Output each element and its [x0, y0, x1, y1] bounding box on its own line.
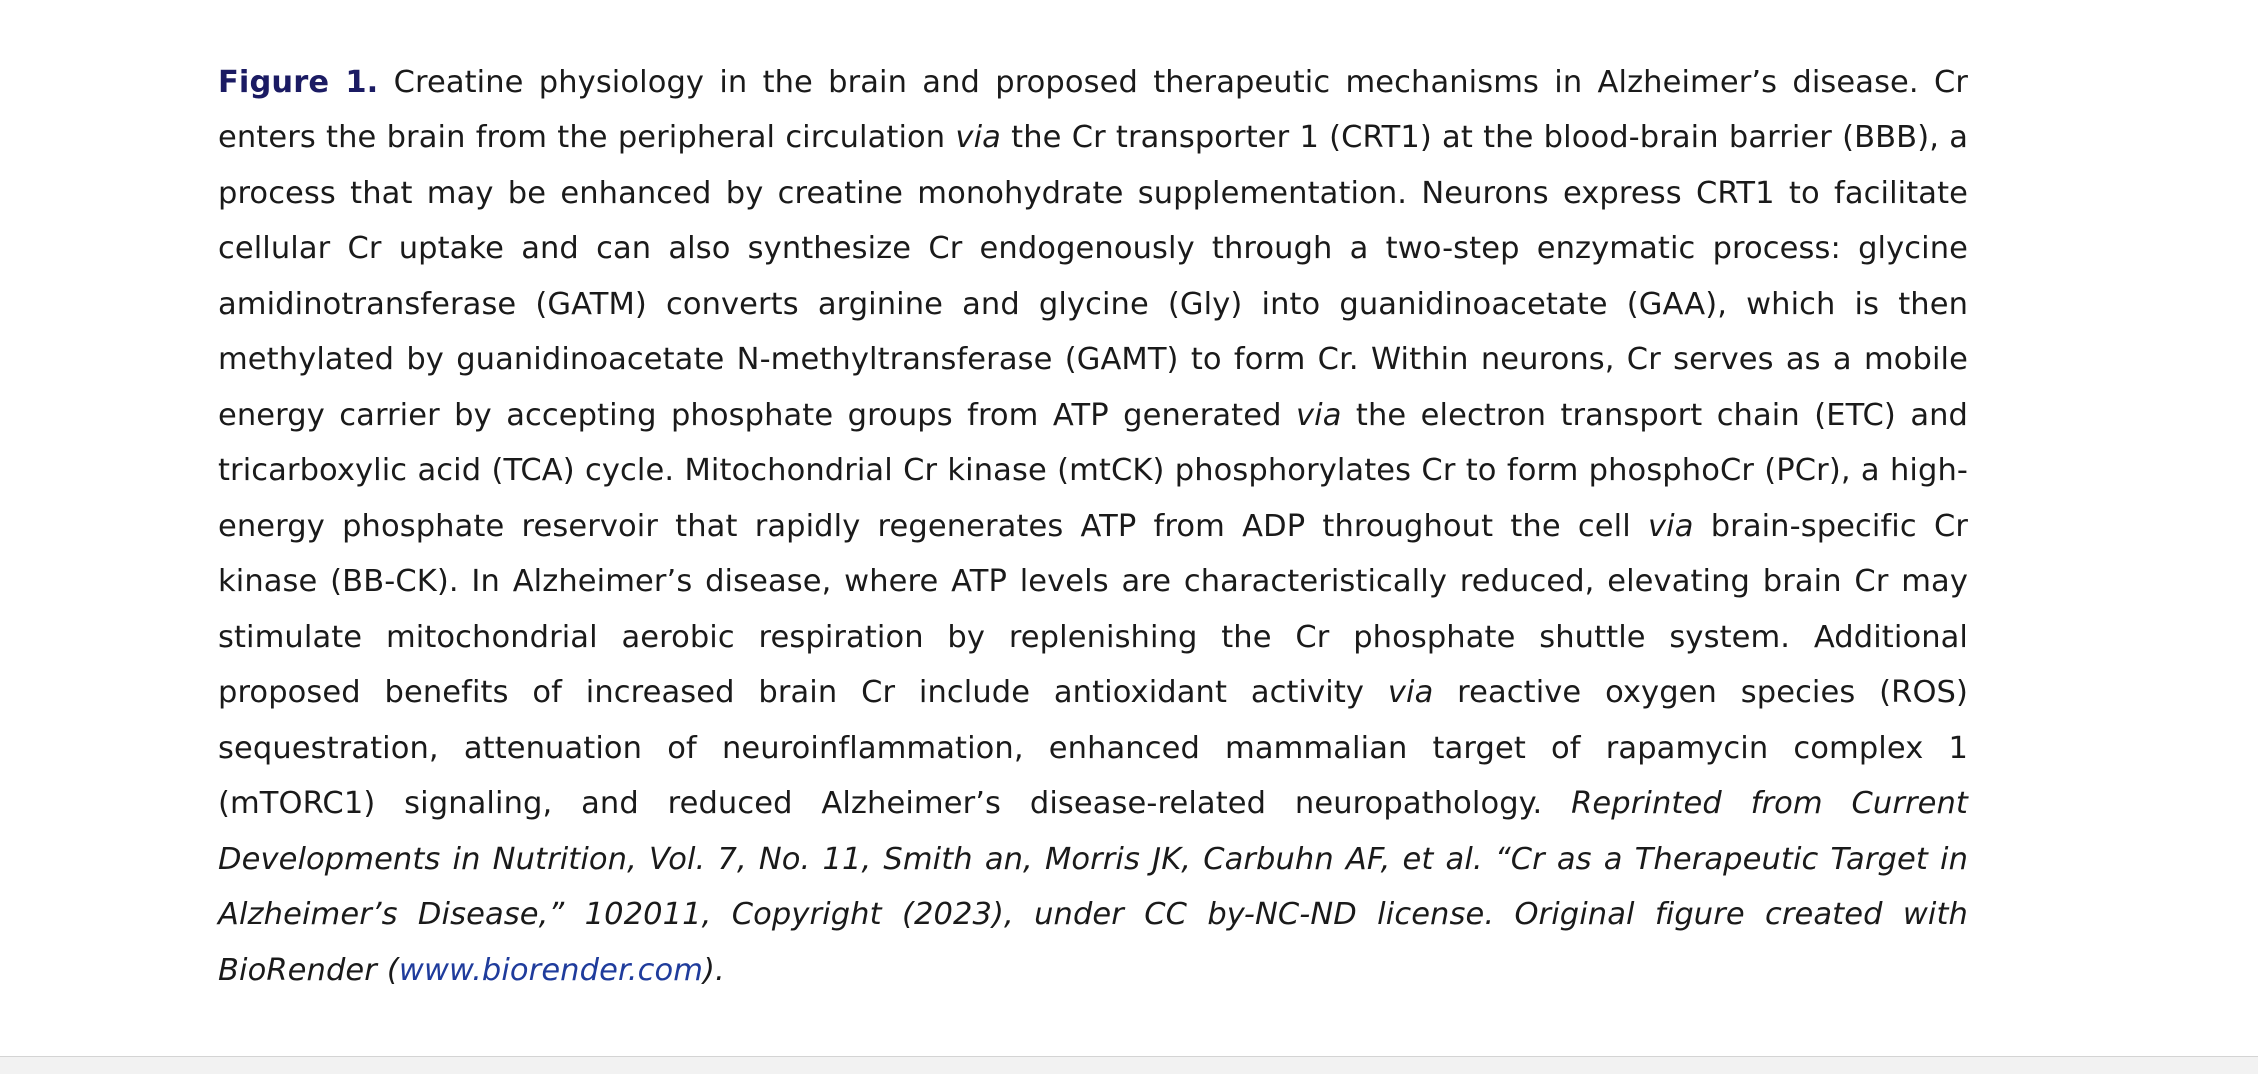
- figure-caption-block: [218, 24, 1968, 1029]
- caption-run-8: reactive oxygen species (ROS) sequestration, attenuation of neuroinflammation, enhanced mammalian target of rapamycin complex 1 (mTORC1) signaling, and reduced Alzheimer’s disease-related neuropathology.: [218, 675, 1969, 821]
- biorender-link[interactable]: www.biorender.com: [398, 952, 704, 988]
- caption-run-1-italic: via: [955, 120, 1001, 155]
- caption-run-11-italic: ).: [703, 952, 725, 988]
- figure-caption: [218, 55, 1968, 999]
- caption-run-0: Creatine physiology in the brain and proposed therapeutic mechanisms in Alzheimer’s disease. Cr enters the brain from the peripheral circulation: [218, 64, 1968, 155]
- page-bottom-strip: [0, 1057, 2258, 1074]
- caption-run-7-italic: via: [1387, 675, 1434, 710]
- caption-run-4: the electron transport chain (ETC) and tricarboxylic acid (TCA) cycle. Mitochondrial Cr kinase (mtCK) phosphorylates Cr to form phosphoCr (PCr), a high-energy phosphate reservoir that rapidly regenerates ATP from ADP throughout the cell: [218, 397, 1968, 544]
- caption-run-9-italic: Reprinted from Current Developments in Nutrition, Vol. 7, No. 11, Smith an, Morris JK, Carbuhn AF, et al. “Cr as a Therapeutic Target in Alzheimer’s Disease,” 102011, Copyright (2023), under CC by-NC-ND license. Original figure created with BioRender (: [218, 786, 1968, 988]
- figure-label: Figure 1.: [218, 64, 379, 100]
- caption-run-6: brain-specific Cr kinase (BB-CK). In Alzheimer’s disease, where ATP levels are characteristically reduced, elevating brain Cr may stimulate mitochondrial aerobic respiration by replenishing the Cr phosphate shuttle system. Additional proposed benefits of increased brain Cr include antioxidant activity: [218, 508, 1968, 710]
- caption-run-2: the Cr transporter 1 (CRT1) at the blood-brain barrier (BBB), a process that may be enhanced by creatine monohydrate supplementation. Neurons express CRT1 to facilitate cellular Cr uptake and can also synthesize Cr endogenously through a two-step enzymatic process: glycine amidinotransferase (GATM) converts arginine and glycine (Gly) into guanidinoacetate (GAA), which is then methylated by guanidinoacetate N-methyltransferase (GAMT) to form Cr. Within neurons, Cr serves as a mobile energy carrier by accepting phosphate groups from ATP generated: [218, 120, 1968, 433]
- caption-run-5-italic: via: [1648, 508, 1694, 544]
- caption-run-3-italic: via: [1295, 397, 1342, 433]
